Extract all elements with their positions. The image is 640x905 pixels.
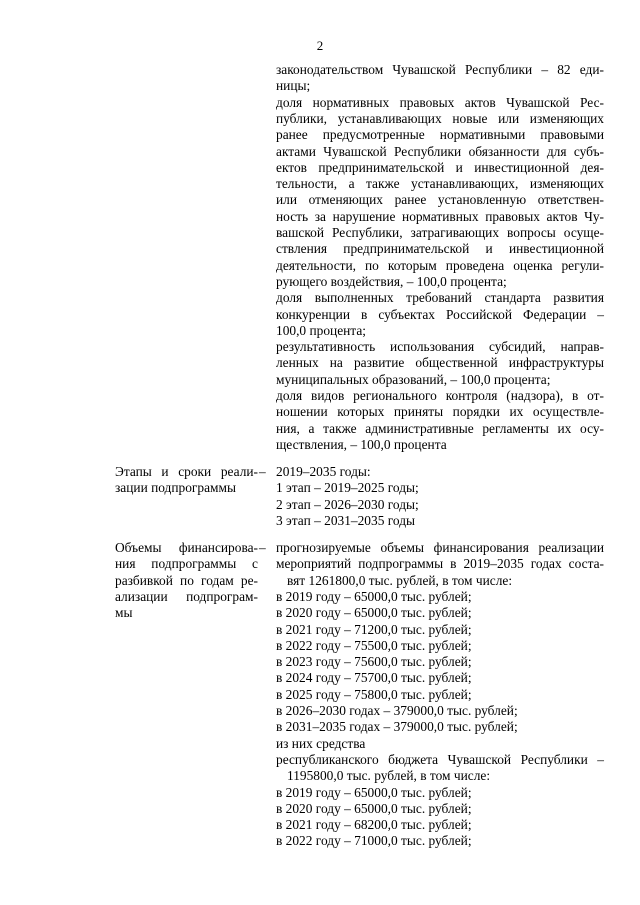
funding-label-line: Объемы финансирова-	[115, 540, 258, 555]
funding-value-line: в 2019 году – 65000,0 тыс. рублей;	[276, 588, 472, 604]
text-line: ницы;	[276, 78, 311, 94]
funding-value-line: в 2023 году – 75600,0 тыс. рублей;	[276, 654, 472, 670]
text-line: доля выполненных требований стандарта развития	[276, 290, 604, 306]
stages-dash: –	[259, 464, 266, 479]
text-line: или отменяющих ранее установленную ответствен-	[276, 192, 604, 208]
text-line: ношении которых приняты порядки их осуществле-	[276, 404, 604, 420]
text-line: конкуренции в субъектах Российской Федерации –	[276, 306, 604, 322]
stages-value-line: 2019–2035 годы:	[276, 464, 371, 479]
funding-value-line: республиканского бюджета Чувашской Республики –	[276, 751, 604, 767]
text-line: ствления предпринимательской и инвестиционной	[276, 241, 604, 257]
funding-label-line: разбивкой по годам ре-	[115, 572, 258, 588]
funding-value-line: в 2025 году – 75800,0 тыс. рублей;	[276, 686, 472, 702]
funding-value-line: вят 1261800,0 тыс. рублей, в том числе:	[287, 572, 513, 588]
funding-value-line: в 2021 году – 68200,0 тыс. рублей;	[276, 817, 472, 833]
text-line: ществления, – 100,0 процента	[276, 436, 447, 452]
funding-value-line: в 2022 году – 71000,0 тыс. рублей;	[276, 833, 472, 849]
text-line: ранее предусмотренные нормативными правовыми	[276, 127, 604, 143]
funding-value-line: 1195800,0 тыс. рублей, в том числе:	[287, 768, 491, 784]
funding-value-line: прогнозируемые объемы финансирования реализации	[276, 540, 604, 555]
text-line: публики, устанавливающих новые или изменяющих	[276, 110, 604, 126]
text-line: ектов предпринимательской и инвестиционной дея-	[276, 159, 604, 175]
funding-label-line: мы	[115, 605, 133, 621]
text-line: ния, а также административные регламенты их осу-	[276, 420, 604, 436]
stages-label-line: Этапы и сроки реали-	[115, 464, 258, 479]
stages-value-line: 3 этап – 2031–2035 годы	[276, 512, 416, 528]
text-line: доля видов регионального контроля (надзора), в от-	[276, 388, 604, 403]
stages-value-line: 2 этап – 2026–2030 годы;	[276, 496, 419, 512]
funding-value-line: в 2020 году – 65000,0 тыс. рублей;	[276, 605, 472, 621]
text-line: 100,0 процента;	[276, 322, 366, 338]
funding-value-line: мероприятий подпрограммы в 2019–2035 годах соста-	[276, 556, 604, 572]
funding-label-line: ализации подпрограм-	[115, 588, 258, 604]
funding-value-line: в 2024 году – 75700,0 тыс. рублей;	[276, 670, 472, 686]
text-line: законодательством Чувашской Республики – 82 еди-	[276, 62, 604, 77]
stages-value-line: 1 этап – 2019–2025 годы;	[276, 480, 419, 496]
funding-value-line: в 2021 году – 71200,0 тыс. рублей;	[276, 621, 472, 637]
text-line: результативность использования субсидий, направ-	[276, 339, 604, 355]
funding-value-line: из них средства	[276, 735, 366, 751]
funding-value-line: в 2022 году – 75500,0 тыс. рублей;	[276, 637, 472, 653]
funding-value-line: в 2020 году – 65000,0 тыс. рублей;	[276, 800, 472, 816]
funding-dash: –	[259, 540, 266, 555]
text-line: ность за нарушение нормативных правовых актов Чу-	[276, 208, 604, 224]
funding-label-line: ния подпрограммы с	[115, 556, 258, 572]
text-line: доля нормативных правовых актов Чувашской Рес-	[276, 94, 604, 110]
funding-value-line: в 2019 году – 65000,0 тыс. рублей;	[276, 784, 472, 800]
text-line: рующего воздействия, – 100,0 процента;	[276, 273, 507, 289]
text-line: ленных на развитие общественной инфраструктуры	[276, 355, 604, 371]
text-line: актами Чувашской Республики обязанности для субъ-	[276, 143, 604, 159]
text-line: деятельности, по которым проведена оценка регули-	[276, 257, 604, 273]
funding-value-line: в 2026–2030 годах – 379000,0 тыс. рублей;	[276, 703, 518, 718]
funding-value-line: в 2031–2035 годах – 379000,0 тыс. рублей;	[276, 719, 518, 735]
text-line: вашской Республики, затрагивающих вопросы осуще-	[276, 225, 604, 240]
page-number: 2	[316, 38, 324, 53]
stages-label-line: зации подпрограммы	[115, 480, 236, 496]
text-line: муниципальных образований, – 100,0 процента;	[276, 371, 551, 387]
text-line: тельности, а также устанавливающих, изменяющих	[276, 176, 604, 192]
